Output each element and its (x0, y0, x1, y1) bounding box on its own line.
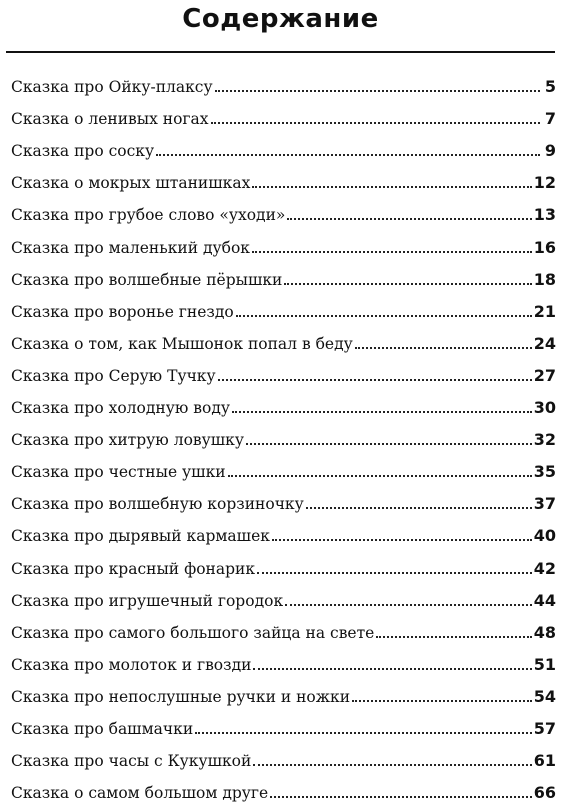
dot-leader (284, 283, 531, 285)
toc-entry-page: 57 (533, 718, 556, 738)
toc-entry-page: 51 (533, 654, 556, 674)
toc-entry-title: Сказка про красный фонарик (11, 559, 256, 578)
toc-entry-page: 21 (533, 301, 556, 321)
toc-entry-title: Сказка про честные ушки (11, 463, 226, 482)
dot-leader (215, 90, 540, 92)
dot-leader (287, 218, 531, 220)
dot-leader (236, 315, 532, 317)
toc-entry[interactable] (11, 770, 556, 802)
toc-entry-page: 16 (533, 237, 556, 257)
toc-entry-page: 5 (544, 77, 556, 97)
dot-leader (253, 764, 531, 766)
toc-entry[interactable] (11, 610, 556, 642)
toc-entry-title: Сказка про башмачки (11, 719, 194, 738)
toc-entry-page: 40 (533, 526, 556, 546)
dot-leader (253, 668, 531, 670)
toc-entry-title: Сказка про волшебные пёрышки (11, 270, 283, 289)
toc-entry-page: 35 (533, 462, 556, 482)
toc-entry[interactable] (11, 385, 556, 417)
toc-entry-page: 42 (533, 558, 556, 578)
toc-entry-title: Сказка про самого большого зайца на свете (11, 623, 375, 642)
dot-leader (376, 636, 531, 638)
toc-entry-title: Сказка про грубое слово «уходи» (11, 206, 286, 225)
toc-entry[interactable] (11, 160, 556, 192)
dot-leader (352, 700, 532, 702)
dot-leader (246, 443, 532, 445)
toc-entry-title: Сказка про воронье гнездо (11, 302, 234, 321)
toc-entry-page: 7 (544, 109, 556, 129)
toc-entry-page: 30 (533, 398, 556, 418)
toc-entry-page: 61 (533, 751, 556, 771)
toc-entry[interactable] (11, 449, 556, 481)
toc-entry[interactable] (11, 192, 556, 224)
toc-entry[interactable] (11, 257, 556, 289)
dot-leader (195, 732, 532, 734)
toc-entry[interactable] (11, 513, 556, 545)
toc-entry-title: Сказка про Серую Тучку (11, 366, 216, 385)
dot-leader (257, 572, 532, 574)
toc-entry[interactable] (11, 224, 556, 256)
toc-entry-title: Сказка про Ойку-плаксу (11, 78, 213, 97)
toc-entry[interactable] (11, 642, 556, 674)
toc-entry-title: Сказка про холодную воду (11, 399, 230, 418)
dot-leader (306, 507, 532, 509)
toc-entry-page: 48 (533, 622, 556, 642)
toc-entry-page: 24 (533, 333, 556, 353)
toc-entry[interactable] (11, 321, 556, 353)
toc-entry-page: 32 (533, 430, 556, 450)
toc-entry-page: 27 (533, 365, 556, 385)
toc-entry-title: Сказка о том, как Мышонок попал в беду (11, 334, 353, 353)
toc-entry-title: Сказка про соску (11, 142, 155, 161)
dot-leader (272, 539, 532, 541)
toc-entry-title: Сказка про дырявый кармашек (11, 527, 270, 546)
toc-entry-page: 13 (533, 205, 556, 225)
toc-entry-title: Сказка про маленький дубок (11, 238, 250, 257)
toc-entry-page: 54 (533, 686, 556, 706)
dot-leader (156, 154, 540, 156)
toc-entry-page: 37 (533, 494, 556, 514)
toc-entry[interactable] (11, 545, 556, 577)
page-title: Содержание (182, 4, 379, 34)
toc-entry-title: Сказка о мокрых штанишках (11, 174, 251, 193)
toc-entry[interactable] (11, 706, 556, 738)
dot-leader (211, 122, 540, 124)
toc-entry-page: 12 (533, 173, 556, 193)
toc-entry-page: 18 (533, 269, 556, 289)
dot-leader (285, 604, 532, 606)
toc-entry-title: Сказка про непослушные ручки и ножки (11, 687, 351, 706)
toc-entry-page: 66 (533, 783, 556, 802)
toc-entry-title: Сказка про хитрую ловушку (11, 431, 244, 450)
toc-entry-title: Сказка про волшебную корзиночку (11, 495, 304, 514)
heading-divider (6, 51, 555, 53)
toc-entry-title: Сказка про часы с Кукушкой (11, 752, 252, 771)
dot-leader (252, 251, 532, 253)
toc-entry[interactable] (11, 417, 556, 449)
toc-entry[interactable] (11, 64, 556, 96)
dot-leader (270, 796, 532, 798)
toc-entry[interactable] (11, 674, 556, 706)
dot-leader (252, 186, 531, 188)
toc-entry-title: Сказка про игрушечный городок (11, 591, 284, 610)
dot-leader (232, 411, 532, 413)
toc-entry-title: Сказка про молоток и гвозди (11, 655, 252, 674)
toc-entry[interactable] (11, 96, 556, 128)
toc-entry-title: Сказка о ленивых ногах (11, 110, 209, 129)
toc-entry[interactable] (11, 481, 556, 513)
dot-leader (228, 475, 532, 477)
toc-list (11, 64, 556, 802)
toc-entry[interactable] (11, 578, 556, 610)
dot-leader (355, 347, 532, 349)
toc-entry-title: Сказка о самом большом друге (11, 784, 269, 802)
toc-entry[interactable] (11, 353, 556, 385)
toc-entry-page: 9 (544, 141, 556, 161)
dot-leader (218, 379, 532, 381)
toc-entry-page: 44 (533, 590, 556, 610)
toc-entry[interactable] (11, 128, 556, 160)
toc-entry[interactable] (11, 289, 556, 321)
toc-entry[interactable] (11, 738, 556, 770)
